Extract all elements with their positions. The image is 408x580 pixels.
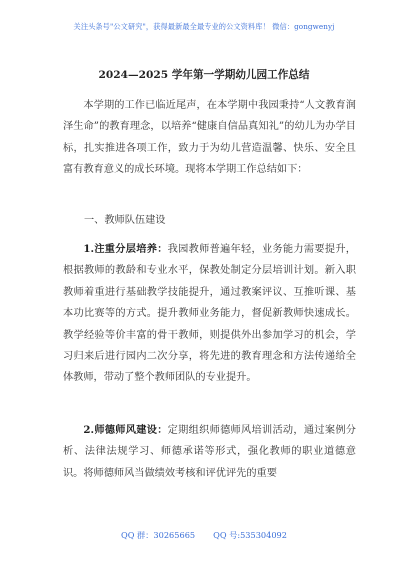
header-banner: 关注头条号"公文研究"，获得最新最全最专业的公文资料库！ 微信：gongwenyj [73, 22, 335, 31]
intro-text: 本学期的工作已临近尾声，在本学期中我园秉持“人文教育润泽生命”的教育理念，以培养“健康自信品真知礼”的幼儿为办学目标，扎实推进各项工作，致力于为幼儿营造温馨、快乐、安全且富有教育意义的成长环境。现将本学期工作总结如下： [63, 100, 356, 176]
item-1-lead: 1.注重分层培养： [83, 243, 168, 255]
item-1-text: 我园教师普遍年轻，业务能力需要提升，根据教师的教龄和专业水平，保教处制定分层培训计划。新入职教师着重进行基础教学技能提升，通过教案评议、互推听课、基本功比赛等的方式。提升教师业务能力，督促新教师快速成长。教学经验等价丰富的骨干教师，则提供外出参加学习的机会，学习归来后进行园内二次分享，将先进的教育理念和方法传递给全体教师，带动了整个教师团队的专业提升。 [63, 244, 356, 384]
footer-qq-group: QQ 群：30265665 [121, 530, 196, 540]
item-2-lead: 2.师德师风建设： [83, 424, 168, 436]
item-2-text: 定期组织师德师风培训活动，通过案例分析、法律法规学习、师德承诺等形式，强化教师的职业道德意识。将师德师风当做绩效考核和评优评先的重要 [63, 425, 356, 479]
footer-qq-number: QQ 号:535304092 [213, 530, 287, 540]
footer-contact [0, 530, 408, 541]
item-1-paragraph [63, 239, 356, 389]
document-title: 2024—2025 学年第一学期幼儿园工作总结 [98, 69, 310, 81]
intro-paragraph [63, 95, 356, 181]
item-2-paragraph [63, 420, 356, 484]
section-heading-1: 一、教师队伍建设 [84, 215, 166, 226]
